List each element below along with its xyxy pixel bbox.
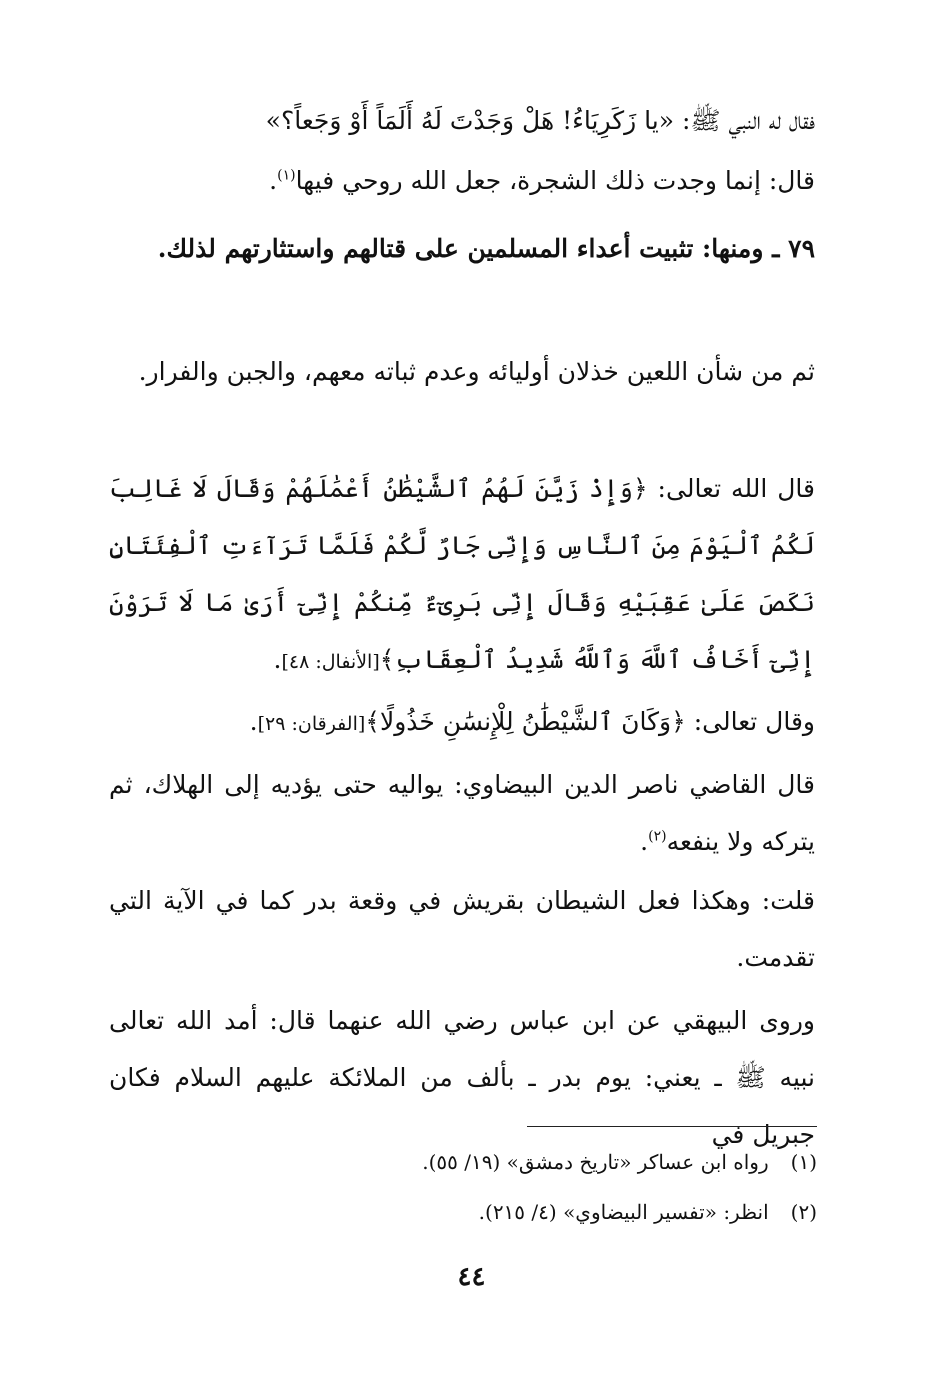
paragraph-suffix: ﴾ — [365, 707, 380, 736]
footnote-mark-1: (١) — [277, 167, 296, 184]
verse-reference: [الفرقان: ٢٩] — [257, 713, 366, 735]
paragraph-end: . — [640, 827, 649, 856]
footnote-2 — [117, 1196, 817, 1228]
footnote-divider — [527, 1126, 817, 1127]
quran-verse: وَإِذْ زَيَّنَ لَهُمُ ٱلشَّيْطَٰنُ أَعْمَٰلَهُمْ وَقَالَ لَا غَالِبَ لَكُمُ ٱلْيَوْمَ مِنَ ٱلنَّاسِ وَإِنِّى جَارٌ لَّكُمْ فَلَمَّا تَرَآءَتِ ٱلْفِئَتَانِ نَكَصَ عَلَىٰ عَقِبَيْهِ وَقَالَ إِنِّى بَرِىٓءٌ مِّنكُمْ إِنِّىٓ أَرَىٰ مَا لَا تَرَوْنَ إِنِّىٓ أَخَافُ ٱللَّهَ وَٱللَّهُ شَدِيدُ ٱلْعِقَابِ — [109, 474, 815, 674]
paragraph-zakariya-answer — [109, 152, 815, 209]
quran-verse: وَكَانَ ٱلشَّيْطَٰنُ لِلْإِنسَٰنِ خَذُولًا — [379, 707, 672, 736]
footnote-text: رواه ابن عساكر «تاريخ دمشق» (١٩/ ٥٥). — [422, 1150, 769, 1174]
footnote-1 — [117, 1146, 817, 1178]
footnote-number: (١) — [790, 1150, 817, 1174]
paragraph-end: . — [269, 166, 278, 195]
paragraph-quran-furqan — [109, 693, 815, 753]
paragraph-prefix: فقال له النبي ﷺ: « — [658, 106, 815, 135]
paragraph-prefix: قال الله تعالى: ﴿ — [632, 474, 815, 503]
paragraph-baydawi — [109, 756, 815, 870]
paragraph-quran-anfal — [109, 460, 815, 691]
paragraph-prefix: وقال تعالى: ﴿ — [671, 707, 815, 736]
paragraph-suffix: ﴾ — [379, 645, 395, 674]
paragraph-suffix: » — [265, 106, 281, 135]
footnote-mark-2: (٢) — [648, 828, 667, 845]
paragraph-end: . — [273, 645, 282, 674]
verse-reference: [الأنفال: ٤٨] — [281, 651, 380, 673]
section-heading-79: ٧٩ ـ ومنها: تثبيت أعداء المسلمين على قتالهم واستثارتهم لذلك. — [157, 234, 815, 263]
footnote-number: (٢) — [790, 1200, 817, 1224]
hadith-quote: يا زَكَرِيَاءُ! هَلْ وَجَدْتَ لَهُ أَلَمَاً أَوْ وَجَعاً؟ — [280, 106, 659, 135]
paragraph-end: . — [249, 707, 258, 736]
paragraph-prophet-question — [109, 92, 815, 149]
paragraph-text: قال القاضي ناصر الدين البيضاوي: يواليه حتى يؤديه إلى الهلاك، ثم يتركه ولا ينفعه — [109, 770, 815, 856]
paragraph-cowardice: ثم من شأن اللعين خذلان أوليائه وعدم ثباته معهم، والجبن والفرار. — [138, 357, 815, 386]
paragraph-bayhaqi: وروى البيهقي عن ابن عباس رضي الله عنهما قال: أمد الله تعالى نبيه ﷺ ـ يعني: يوم بدر ـ بألف من الملائكة عليهم السلام فكان جبريل في — [109, 1006, 815, 1149]
page-number: ٤٤ — [457, 1262, 486, 1292]
paragraph-badr: قلت: وهكذا فعل الشيطان بقريش في وقعة بدر كما في الآية التي تقدمت. — [109, 886, 815, 972]
footnote-text: انظر: «تفسير البيضاوي» (٤/ ٢١٥). — [478, 1200, 769, 1224]
paragraph-text: قال: إنما وجدت ذلك الشجرة، جعل الله روحي فيها — [295, 166, 815, 195]
